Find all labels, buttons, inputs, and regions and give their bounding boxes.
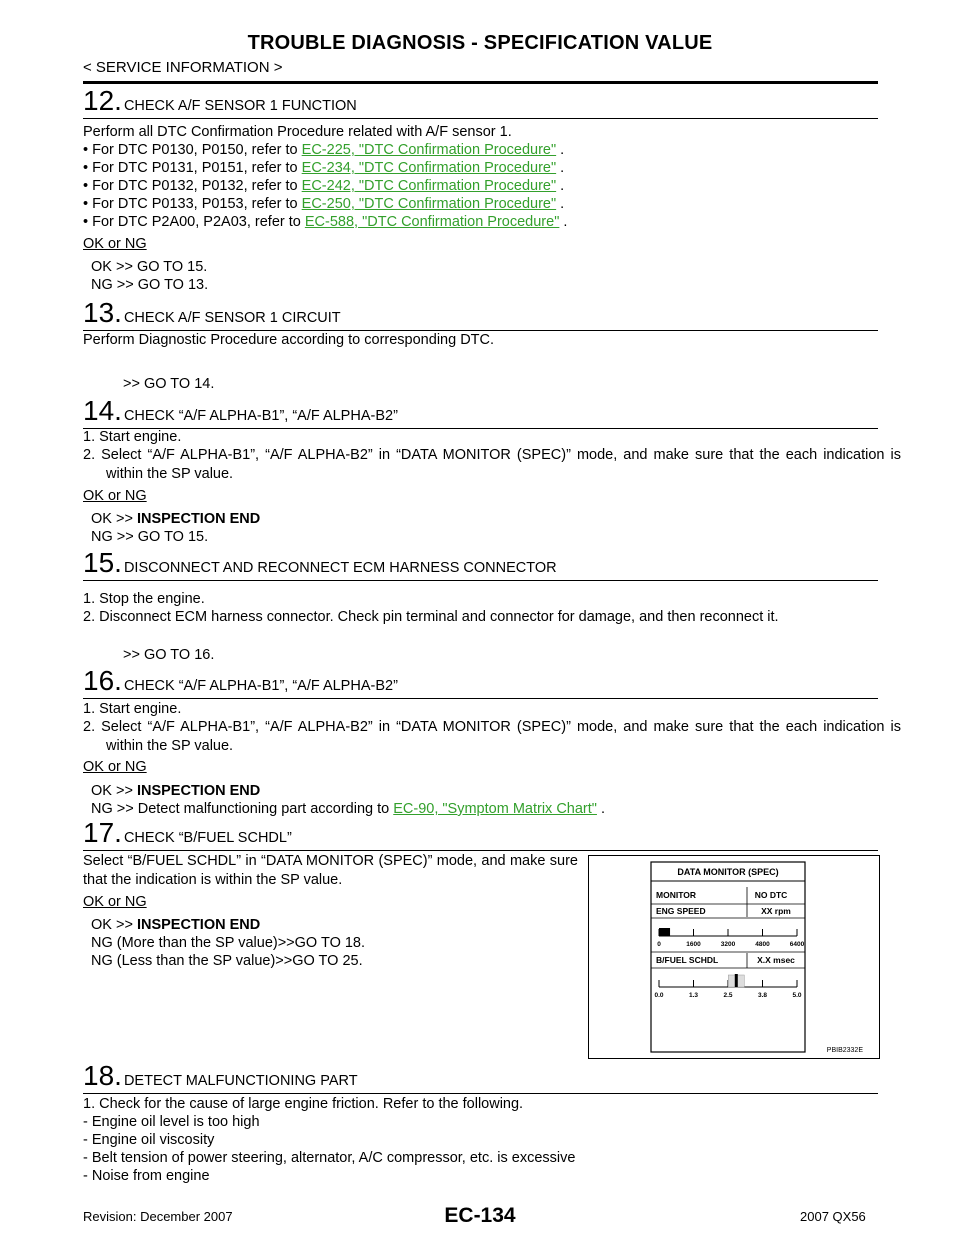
step-title: CHECK “A/F ALPHA-B1”, “A/F ALPHA-B2” xyxy=(123,678,398,694)
figure-title: DATA MONITOR (SPEC) xyxy=(677,867,779,877)
fuel-schdl-tick-label: 0.0 xyxy=(654,992,664,999)
step-15-line-1: 1. Stop the engine. xyxy=(83,591,205,607)
ok-result: OK >> GO TO 15. xyxy=(91,259,208,275)
fuel-schdl-marker xyxy=(735,974,738,987)
step-14-heading xyxy=(83,397,878,429)
step-18-line-1: 1. Check for the cause of large engine friction. Refer to the following. xyxy=(83,1096,524,1112)
step-number: 13. xyxy=(83,297,122,328)
fuel-schdl-tick-label: 1.3 xyxy=(688,992,699,999)
dtc-ref-item: • For DTC P0132, P0132, refer to EC-242, "DTC Confirmation Procedure" . xyxy=(83,178,565,194)
eng-speed-label: ENG SPEED xyxy=(656,906,706,916)
fuel-schdl-tick-label: 2.5 xyxy=(723,992,733,999)
ok-result: OK >> INSPECTION END xyxy=(91,511,261,527)
goto-result: >> GO TO 14. xyxy=(123,376,215,392)
monitor-value: NO DTC xyxy=(754,890,788,900)
ec-588-link[interactable]: EC-588, "DTC Confirmation Procedure" xyxy=(304,214,560,230)
eng-speed-tick-label: 4800 xyxy=(755,941,770,948)
list-item: - Noise from engine xyxy=(83,1168,210,1184)
step-13-text: Perform Diagnostic Procedure according to corresponding DTC. xyxy=(83,332,495,348)
step-17 xyxy=(83,819,878,851)
fuel-schdl-label: B/FUEL SCHDL xyxy=(656,955,719,965)
ok-or-ng-label: OK or NG xyxy=(83,488,147,504)
eng-speed-tick-label: 3200 xyxy=(720,941,736,948)
dtc-ref-item: • For DTC P2A00, P2A03, refer to EC-588, "DTC Confirmation Procedure" . xyxy=(83,214,568,230)
step-18 xyxy=(83,1062,878,1094)
step-number: 16. xyxy=(83,665,122,696)
step-title: DETECT MALFUNCTIONING PART xyxy=(123,1073,358,1089)
step-15 xyxy=(83,549,878,581)
ec-225-link[interactable]: EC-225, "DTC Confirmation Procedure" xyxy=(301,142,557,158)
dtc-ref-item: • For DTC P0131, P0151, refer to EC-234, "DTC Confirmation Procedure" . xyxy=(83,160,565,176)
fuel-schdl-tick-label: 5.0 xyxy=(792,992,802,999)
step-number: 18. xyxy=(83,1060,122,1091)
step-14 xyxy=(83,397,878,429)
dtc-ref-item: • For DTC P0130, P0150, refer to EC-225, "DTC Confirmation Procedure" . xyxy=(83,142,565,158)
step-title: CHECK “A/F ALPHA-B1”, “A/F ALPHA-B2” xyxy=(123,408,398,424)
data-monitor-figure xyxy=(588,855,880,1059)
ok-result: OK >> INSPECTION END xyxy=(91,917,261,933)
ng-result-less: NG (Less than the SP value)>>GO TO 25. xyxy=(91,953,363,969)
fuel-schdl-value: X.X msec xyxy=(757,955,795,965)
ok-or-ng-label: OK or NG xyxy=(83,894,147,910)
step-16-heading xyxy=(83,667,878,699)
figure-code: PBIB2332E xyxy=(826,1047,863,1054)
step-17-text: Select “B/FUEL SCHDL” in “DATA MONITOR (SPEC)” mode, and make sure that the indication is within the SP value. xyxy=(83,853,578,888)
monitor-label: MONITOR xyxy=(656,890,696,900)
step-16-line-1: 1. Start engine. xyxy=(83,701,182,717)
revision-date: Revision: December 2007 xyxy=(83,1209,233,1224)
step-title: DISCONNECT AND RECONNECT ECM HARNESS CONNECTOR xyxy=(123,560,557,576)
model-year: 2007 QX56 xyxy=(800,1209,866,1224)
step-15-heading xyxy=(83,549,878,581)
step-title: CHECK A/F SENSOR 1 CIRCUIT xyxy=(123,310,341,326)
eng-speed-tick-label: 0 xyxy=(657,941,661,948)
step-16-line-2: 2. Select “A/F ALPHA-B1”, “A/F ALPHA-B2” in “DATA MONITOR (SPEC)” mode, and make sure that the each indication is within the SP value. xyxy=(83,719,901,754)
page-number: EC-134 xyxy=(444,1204,516,1227)
step-18-heading xyxy=(83,1062,878,1094)
ec-250-link[interactable]: EC-250, "DTC Confirmation Procedure" xyxy=(301,196,557,212)
step-16 xyxy=(83,667,878,699)
step-12-intro: Perform all DTC Confirmation Procedure related with A/F sensor 1. xyxy=(83,124,512,140)
dtc-ref-item: • For DTC P0133, P0153, refer to EC-250, "DTC Confirmation Procedure" . xyxy=(83,196,565,212)
step-number: 15. xyxy=(83,547,122,578)
step-13-heading xyxy=(83,299,878,331)
ec-90-link[interactable]: EC-90, "Symptom Matrix Chart" xyxy=(393,801,597,817)
list-item: - Engine oil level is too high xyxy=(83,1114,260,1130)
step-15-line-2: 2. Disconnect ECM harness connector. Check pin terminal and connector for damage, and then reconnect it. xyxy=(83,609,779,625)
fuel-schdl-tick-label: 3.8 xyxy=(757,992,768,999)
step-14-line-1: 1. Start engine. xyxy=(83,429,182,445)
step-17-heading xyxy=(83,819,878,851)
list-item: - Engine oil viscosity xyxy=(83,1132,215,1148)
ng-result: NG >> GO TO 15. xyxy=(91,529,209,545)
ok-or-ng-label: OK or NG xyxy=(83,236,147,252)
ec-242-link[interactable]: EC-242, "DTC Confirmation Procedure" xyxy=(301,178,557,194)
page-title: TROUBLE DIAGNOSIS - SPECIFICATION VALUE xyxy=(247,32,713,54)
eng-speed-value: XX rpm xyxy=(761,906,791,916)
ok-result: OK >> INSPECTION END xyxy=(91,783,261,799)
step-title: CHECK A/F SENSOR 1 FUNCTION xyxy=(123,98,357,114)
step-12-heading xyxy=(83,87,878,119)
step-12 xyxy=(83,87,878,119)
header-rule xyxy=(83,81,878,84)
goto-result: >> GO TO 16. xyxy=(123,647,215,663)
eng-speed-tick-label: 1600 xyxy=(686,941,701,948)
step-number: 14. xyxy=(83,395,122,426)
ec-234-link[interactable]: EC-234, "DTC Confirmation Procedure" xyxy=(301,160,557,176)
ok-or-ng-label: OK or NG xyxy=(83,759,147,775)
step-title: CHECK “B/FUEL SCHDL” xyxy=(123,830,292,846)
ng-result: NG >> Detect malfunctioning part according to EC-90, "Symptom Matrix Chart" . xyxy=(91,801,605,817)
section-label: < SERVICE INFORMATION > xyxy=(83,59,283,76)
ng-result: NG >> GO TO 13. xyxy=(91,277,209,293)
eng-speed-tick-label: 6400 xyxy=(789,941,805,948)
eng-speed-fill xyxy=(659,928,670,936)
step-number: 17. xyxy=(83,817,122,848)
list-item: - Belt tension of power steering, alternator, A/C compressor, etc. is excessive xyxy=(83,1150,576,1166)
step-13 xyxy=(83,299,878,331)
step-number: 12. xyxy=(83,85,122,116)
data-monitor-illustration xyxy=(589,856,879,1058)
ng-result-more: NG (More than the SP value)>>GO TO 18. xyxy=(91,935,366,951)
step-14-line-2: 2. Select “A/F ALPHA-B1”, “A/F ALPHA-B2” in “DATA MONITOR (SPEC)” mode, and make sure that the each indication is within the SP value. xyxy=(83,447,901,482)
